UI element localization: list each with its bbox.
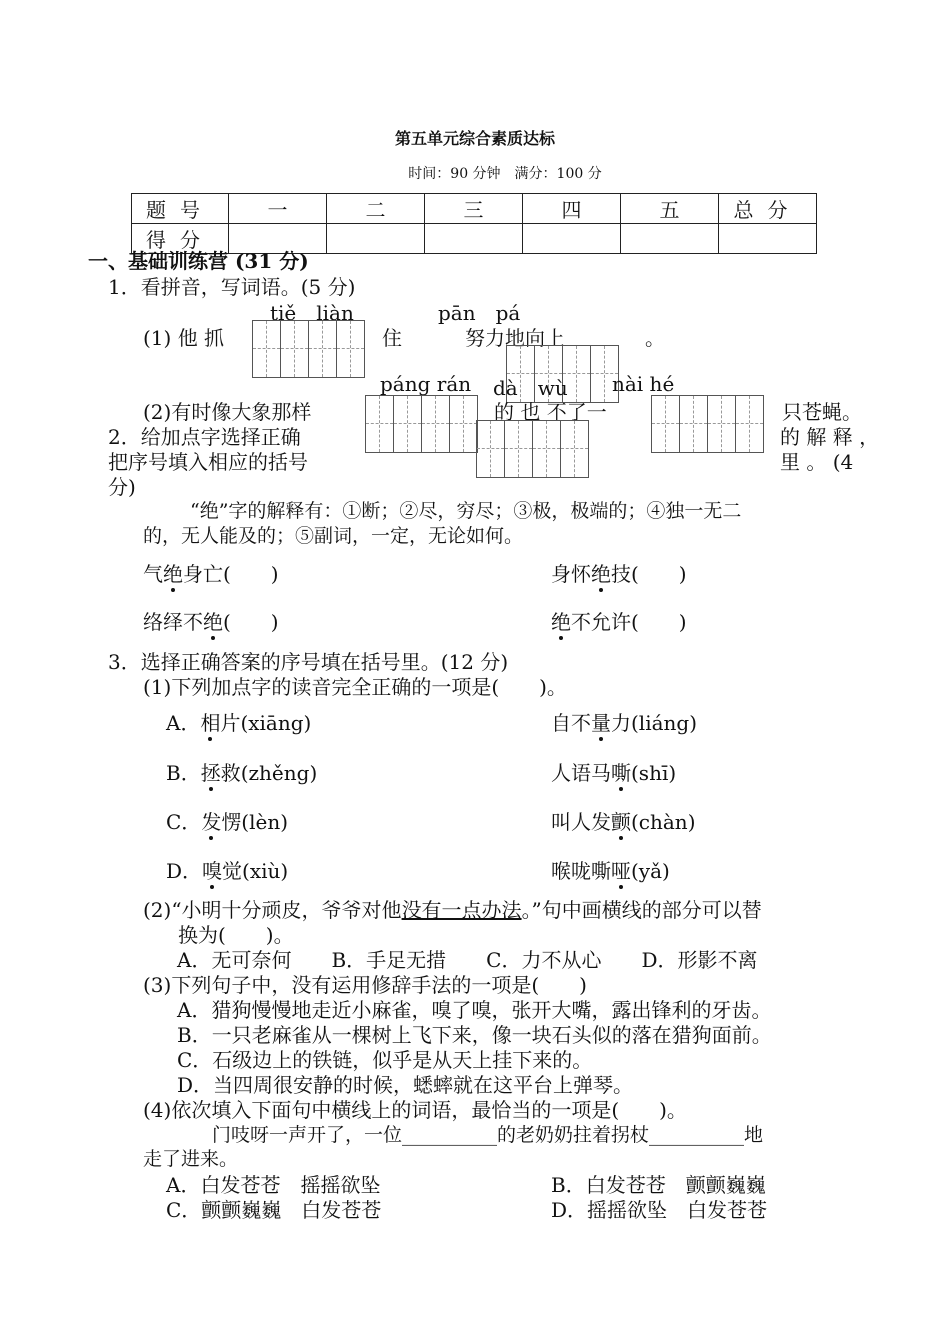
q1-line1-text: 。 (645, 326, 665, 350)
q3-part2-options[interactable]: A．无可奈何 B．手足无措 C．力不从心 D．形影不离 (177, 948, 758, 972)
exam-time-score: 时间：90 分钟 满分：100 分 (408, 166, 602, 182)
score-table-header-cell: 题号 (132, 194, 229, 224)
question-2-title: 分) (108, 475, 136, 499)
question-1-title: 1．看拼音，写词语。(5 分) (108, 275, 356, 299)
q3-option[interactable]: B．一只老麻雀从一棵树上飞下来，像一块石头似的落在猎狗面前。 (177, 1023, 772, 1047)
q3-part4-sentence: 门吱呀一声开了，一位__________的老奶奶拄着拐杖__________地 (212, 1124, 764, 1146)
q3-option[interactable]: A．白发苍苍 摇摇欲坠 (166, 1173, 381, 1197)
score-table-header-cell: 二 (327, 194, 425, 224)
score-table-row-label: 得分 (132, 224, 229, 254)
question-2-title: 里 。 (4 (780, 450, 854, 474)
q3-part3-stem: (3)下列句子中，没有运用修辞手法的一项是( ) (143, 973, 587, 997)
pinyin-prompt: nài hé (612, 372, 675, 396)
q3-part4-stem: (4)依次填入下面句中横线上的词语，最恰当的一项是( )。 (143, 1098, 687, 1122)
q1-line2-text: 只苍蝇。 (782, 400, 862, 424)
q3-option[interactable]: D．摇摇欲坠 白发苍苍 (551, 1198, 768, 1222)
score-table-header-cell: 四 (523, 194, 621, 224)
q3-option[interactable]: B．拯救(zhěng) (166, 757, 317, 786)
pinyin-prompt: páng rán (380, 372, 472, 396)
q3-option[interactable]: C．石级边上的铁链，似乎是从天上挂下来的。 (177, 1048, 593, 1072)
section-heading: 一、基础训练营 (31 分) (88, 249, 309, 273)
score-table-header-cell: 一 (229, 194, 327, 224)
q3-option[interactable]: 人语马嘶(shī) (551, 757, 676, 786)
q3-part2-stem: (2)“小明十分顽皮，爷爷对他没有一点办法。”句中画横线的部分可以替 (143, 898, 762, 922)
score-table-header-cell: 五 (621, 194, 719, 224)
q3-option[interactable]: 叫人发颤(chàn) (551, 806, 696, 835)
score-table-header-cell: 三 (425, 194, 523, 224)
q3-option[interactable]: A．相片(xiāng) (166, 707, 311, 736)
q1-line1-text: 努力地向上 (465, 326, 565, 350)
q1-line1-text: 住 (382, 326, 402, 350)
score-input-cell[interactable] (327, 224, 425, 254)
score-input-cell[interactable] (621, 224, 719, 254)
q1-line1-text: (1) 他 抓 (143, 326, 225, 350)
writing-grid[interactable] (252, 320, 364, 378)
pinyin-prompt: dà wù (493, 376, 568, 400)
q3-part1-stem: (1)下列加点字的读音完全正确的一项是( )。 (143, 675, 567, 699)
score-table-header-row (132, 194, 817, 224)
q3-option[interactable]: A．猎狗慢慢地走近小麻雀，嗅了嗅，张开大嘴，露出锋利的牙齿。 (177, 998, 772, 1022)
q3-option[interactable]: B．白发苍苍 颤颤巍巍 (551, 1173, 766, 1197)
q3-part2-stem: 换为( )。 (178, 923, 294, 947)
q3-option[interactable]: D．嗅觉(xiù) (166, 855, 288, 884)
question-3-title: 3．选择正确答案的序号填在括号里。(12 分) (108, 650, 509, 674)
q3-option[interactable]: D．当四周很安静的时候，蟋蟀就在这平台上弹琴。 (177, 1073, 634, 1097)
writing-grid[interactable] (476, 420, 588, 478)
q3-part4-sentence: 走了进来。 (143, 1148, 239, 1170)
score-input-cell[interactable] (523, 224, 621, 254)
question-2-title: 2．给加点字选择正确 (108, 425, 301, 449)
q2-intro: 的，无人能及的；⑤副词，一定，无论如何。 (143, 525, 524, 547)
q2-item[interactable]: 络绎不绝( ) (143, 606, 279, 635)
q2-item[interactable]: 气绝身亡( ) (143, 558, 279, 587)
q3-option[interactable]: C．颤颤巍巍 白发苍苍 (166, 1198, 382, 1222)
q3-option[interactable]: 喉咙嘶哑(yǎ) (551, 855, 670, 884)
question-2-title: 的 解 释 ， (780, 425, 880, 449)
q1-line2-text: (2)有时像大象那样 (143, 400, 312, 424)
q2-item[interactable]: 身怀绝技( ) (551, 558, 687, 587)
score-table-header-cell: 总分 (719, 194, 817, 224)
score-input-cell[interactable] (425, 224, 523, 254)
page-title: 第五单元综合素质达标 (394, 129, 555, 148)
pinyin-prompt: pān pá (438, 301, 521, 325)
pinyin-prompt: tiě liàn (270, 301, 354, 325)
q3-option[interactable]: 自不量力(liáng) (551, 707, 697, 736)
q2-item[interactable]: 绝不允许( ) (551, 606, 687, 635)
q2-intro: “绝”字的解释有：①断；②尽，穷尽；③极，极端的；④独一无二 (190, 500, 742, 522)
question-2-title: 把序号填入相应的括号 (108, 450, 308, 474)
score-input-cell[interactable] (719, 224, 817, 254)
writing-grid[interactable] (365, 395, 477, 453)
writing-grid[interactable] (651, 395, 763, 453)
q3-option[interactable]: C．发愣(lèn) (166, 806, 288, 835)
q1-line2-text: 的 也 不了一 (494, 400, 607, 424)
